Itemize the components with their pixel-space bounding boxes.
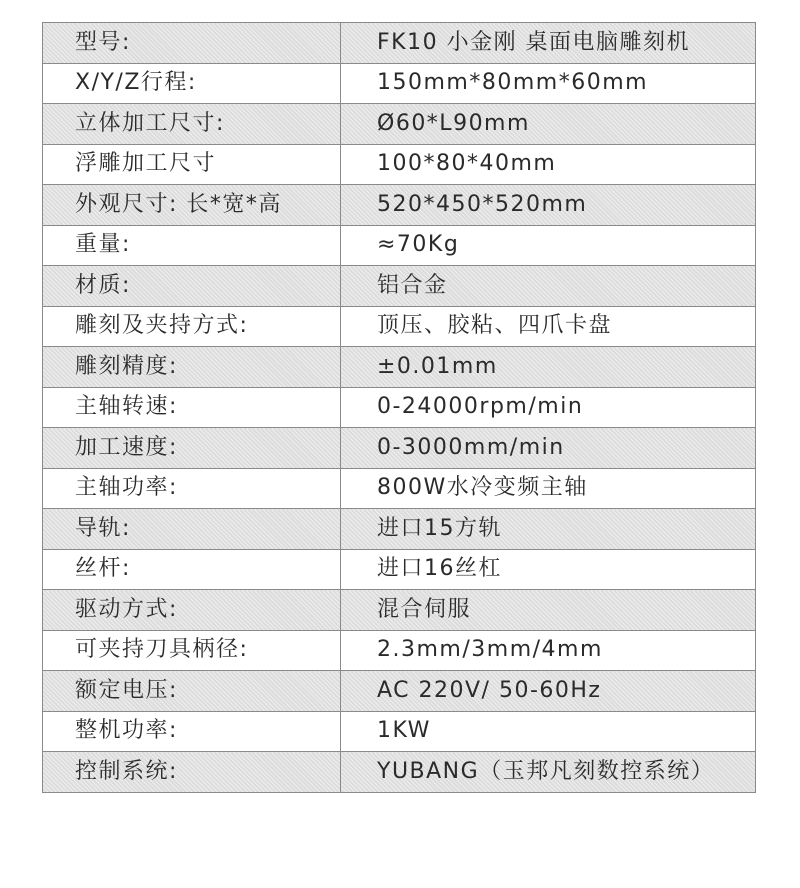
spec-row-spindle-speed xyxy=(43,387,756,428)
spec-value: 800W水冷变频主轴 xyxy=(341,468,756,509)
spec-row-guide-rail xyxy=(43,509,756,550)
spec-label: 浮雕加工尺寸 xyxy=(43,144,341,185)
spec-row-clamping xyxy=(43,306,756,347)
spec-value: 进口15方轨 xyxy=(341,509,756,550)
spec-row-dimensions xyxy=(43,185,756,226)
spec-value: 混合伺服 xyxy=(341,590,756,631)
spec-value: 进口16丝杠 xyxy=(341,549,756,590)
spec-row-drive xyxy=(43,590,756,631)
spec-row-voltage xyxy=(43,671,756,712)
spec-value: Ø60*L90mm xyxy=(341,104,756,145)
spec-value: YUBANG（玉邦凡刻数控系统） xyxy=(341,752,756,793)
spec-label: 可夹持刀具柄径: xyxy=(43,630,341,671)
spec-label: 重量: xyxy=(43,225,341,266)
spec-row-relief-size xyxy=(43,144,756,185)
spec-label: 额定电压: xyxy=(43,671,341,712)
spec-value: ≈70Kg xyxy=(341,225,756,266)
spec-label: 驱动方式: xyxy=(43,590,341,631)
spec-value: 2.3mm/3mm/4mm xyxy=(341,630,756,671)
spec-value: 顶压、胶粘、四爪卡盘 xyxy=(341,306,756,347)
spec-value: 0-24000rpm/min xyxy=(341,387,756,428)
spec-label: 材质: xyxy=(43,266,341,307)
spec-label: 主轴功率: xyxy=(43,468,341,509)
spec-value: 150mm*80mm*60mm xyxy=(341,63,756,104)
spec-label: 外观尺寸: 长*宽*高 xyxy=(43,185,341,226)
spec-table xyxy=(42,22,756,793)
spec-row-control-system xyxy=(43,752,756,793)
spec-value: 100*80*40mm xyxy=(341,144,756,185)
spec-row-shank xyxy=(43,630,756,671)
spec-row-weight xyxy=(43,225,756,266)
spec-value: AC 220V/ 50-60Hz xyxy=(341,671,756,712)
spec-value: FK10 小金刚 桌面电脑雕刻机 xyxy=(341,23,756,64)
spec-row-spindle-power xyxy=(43,468,756,509)
spec-label: 立体加工尺寸: xyxy=(43,104,341,145)
spec-label: 主轴转速: xyxy=(43,387,341,428)
spec-row-material xyxy=(43,266,756,307)
spec-value: 520*450*520mm xyxy=(341,185,756,226)
spec-label: 丝杆: xyxy=(43,549,341,590)
spec-label: 型号: xyxy=(43,23,341,64)
spec-label: 控制系统: xyxy=(43,752,341,793)
spec-row-total-power xyxy=(43,711,756,752)
spec-label: X/Y/Z行程: xyxy=(43,63,341,104)
spec-label: 导轨: xyxy=(43,509,341,550)
spec-row-precision xyxy=(43,347,756,388)
spec-row-travel xyxy=(43,63,756,104)
spec-label: 雕刻精度: xyxy=(43,347,341,388)
spec-value: 0-3000mm/min xyxy=(341,428,756,469)
spec-row-model xyxy=(43,23,756,64)
spec-row-lead-screw xyxy=(43,549,756,590)
spec-label: 整机功率: xyxy=(43,711,341,752)
spec-label: 加工速度: xyxy=(43,428,341,469)
spec-value: ±0.01mm xyxy=(341,347,756,388)
spec-value: 1KW xyxy=(341,711,756,752)
spec-label: 雕刻及夹持方式: xyxy=(43,306,341,347)
spec-row-feed-speed xyxy=(43,428,756,469)
spec-row-3d-size xyxy=(43,104,756,145)
spec-value: 铝合金 xyxy=(341,266,756,307)
